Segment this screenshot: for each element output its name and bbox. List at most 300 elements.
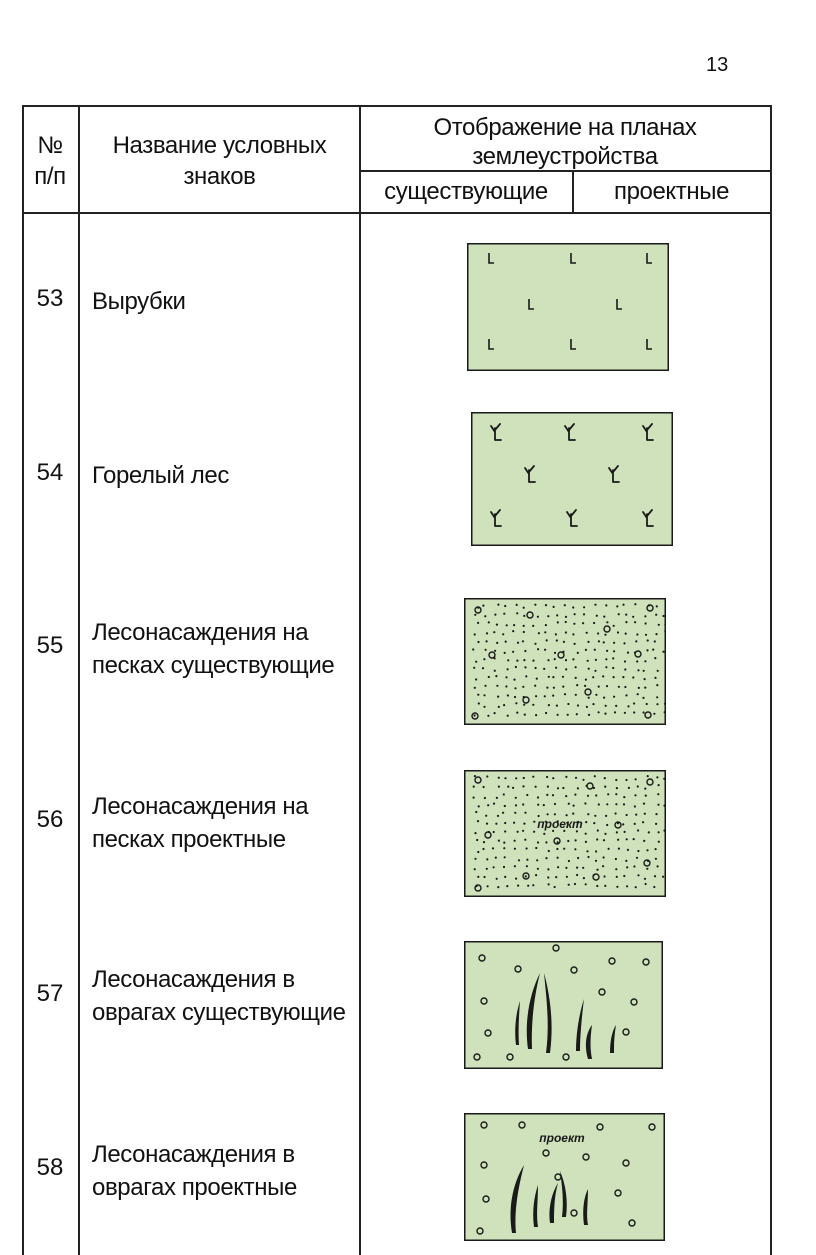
sand-dot — [595, 860, 597, 862]
sand-dot — [663, 830, 665, 832]
sand-dot — [563, 848, 565, 850]
sand-dot — [595, 659, 597, 661]
sand-dot — [632, 676, 634, 678]
sand-dot — [606, 824, 608, 826]
sand-dot — [615, 705, 617, 707]
sand-dot — [516, 712, 518, 714]
sand-dot — [543, 804, 545, 806]
sand-dot — [473, 667, 475, 669]
sand-dot — [564, 604, 566, 606]
sand-dot — [605, 666, 607, 668]
sand-dot — [577, 787, 579, 789]
sand-dot — [608, 848, 610, 850]
sand-dot — [634, 823, 636, 825]
sand-dot — [655, 848, 657, 850]
sand-dot — [643, 711, 645, 713]
sand-dot — [553, 687, 555, 689]
sand-dot — [635, 778, 637, 780]
sand-dot — [475, 811, 477, 813]
sand-dot — [612, 667, 614, 669]
sand-dot — [527, 885, 529, 887]
column-divider-2 — [359, 105, 361, 1255]
sand-dot — [534, 643, 536, 645]
sand-dots-project-icon — [464, 770, 666, 897]
sand-dot — [496, 642, 498, 644]
sand-dot — [496, 878, 498, 880]
sand-dot — [482, 667, 484, 669]
sand-dot — [645, 795, 647, 797]
sand-dot — [605, 815, 607, 817]
sand-dot — [516, 604, 518, 606]
sand-dot — [637, 850, 639, 852]
sand-dot — [588, 668, 590, 670]
sand-dot — [483, 706, 485, 708]
sand-dot — [497, 815, 499, 817]
sand-dot — [662, 615, 664, 617]
header-display-line1: Отображение на планах — [433, 114, 697, 141]
sand-dot — [577, 652, 579, 654]
row-name-line1: Лесонасаждения в — [92, 1141, 295, 1168]
sand-dot — [535, 714, 537, 716]
sand-dot — [604, 777, 606, 779]
sand-dot — [623, 796, 625, 798]
sand-dot — [544, 649, 546, 651]
sand-dot — [545, 712, 547, 714]
sand-dot — [562, 686, 564, 688]
sand-dot — [604, 786, 606, 788]
sand-dot — [504, 822, 506, 824]
sand-dot — [603, 697, 605, 699]
sand-dot — [498, 840, 500, 842]
sand-dot — [632, 616, 634, 618]
sand-dot — [568, 803, 570, 805]
sand-dot — [614, 711, 616, 713]
sand-dot — [575, 694, 577, 696]
sand-dot — [523, 659, 525, 661]
sand-dot — [658, 624, 660, 626]
sand-dot — [494, 650, 496, 652]
sand-dot — [605, 705, 607, 707]
sand-dot — [575, 666, 577, 668]
sand-dot — [547, 615, 549, 617]
sand-dot — [644, 813, 646, 815]
sand-dot — [566, 814, 568, 816]
sand-dot — [624, 831, 626, 833]
sand-dot — [656, 696, 658, 698]
sand-dot — [615, 812, 617, 814]
sand-dot — [554, 813, 556, 815]
sand-dot — [595, 850, 597, 852]
header-name-line1: Название условных — [112, 132, 327, 159]
clearing-mark-icon — [467, 243, 669, 371]
sand-dot — [648, 831, 650, 833]
sand-dot — [585, 821, 587, 823]
sand-dot — [476, 839, 478, 841]
sand-dot — [478, 805, 480, 807]
sand-dot — [606, 650, 608, 652]
sand-dot — [584, 802, 586, 804]
sand-dot — [565, 795, 567, 797]
sand-dot — [564, 693, 566, 695]
sand-dot — [537, 804, 539, 806]
sand-dot — [523, 607, 525, 609]
sand-dot — [618, 686, 620, 688]
sand-dot — [663, 805, 665, 807]
sand-dot — [475, 678, 477, 680]
sand-dot — [606, 621, 608, 623]
sand-dot — [574, 643, 576, 645]
sand-dot — [544, 631, 546, 633]
sand-dot — [617, 631, 619, 633]
sand-dot — [646, 849, 648, 851]
sand-dot — [657, 793, 659, 795]
sand-dot — [507, 659, 509, 661]
sand-dot — [597, 632, 599, 634]
sand-dot — [623, 803, 625, 805]
sand-dot — [646, 703, 648, 705]
sand-dot — [498, 777, 500, 779]
sand-dot — [483, 694, 485, 696]
sand-dot — [585, 649, 587, 651]
sand-dot — [663, 778, 665, 780]
project-marker: проект — [537, 817, 583, 831]
sand-dot — [613, 642, 615, 644]
sand-dot — [543, 668, 545, 670]
sand-dot — [616, 831, 618, 833]
sand-dot — [622, 823, 624, 825]
sand-dot — [587, 641, 589, 643]
sand-dot — [503, 847, 505, 849]
sand-dot — [574, 883, 576, 885]
sand-dot — [655, 813, 657, 815]
sand-dot — [644, 788, 646, 790]
sand-dot — [485, 649, 487, 651]
sand-dot — [497, 886, 499, 888]
sand-dot — [547, 813, 549, 815]
sand-dot — [474, 858, 476, 860]
sand-dot — [477, 622, 479, 624]
sand-dot — [507, 668, 509, 670]
sand-dot — [548, 676, 550, 678]
sand-dot — [504, 876, 506, 878]
sand-dot — [643, 670, 645, 672]
sand-dot — [502, 812, 504, 814]
sand-dot — [494, 614, 496, 616]
burnt-tree-icon — [471, 412, 673, 546]
sand-dot — [625, 779, 627, 781]
sand-dot — [653, 713, 655, 715]
sand-dot — [536, 678, 538, 680]
sand-dot — [522, 640, 524, 642]
sand-dot — [496, 797, 498, 799]
sand-dot — [495, 857, 497, 859]
sand-dot — [497, 696, 499, 698]
sand-dot — [598, 803, 600, 805]
sand-dot — [587, 813, 589, 815]
sand-dot — [515, 777, 517, 779]
sand-dot — [524, 812, 526, 814]
sand-dot — [498, 706, 500, 708]
sand-dot — [633, 702, 635, 704]
sand-dot — [554, 652, 556, 654]
sand-dot — [586, 850, 588, 852]
sand-dot — [543, 833, 545, 835]
sand-dot — [576, 874, 578, 876]
sand-dot — [504, 605, 506, 607]
sand-dot — [585, 679, 587, 681]
sand-dot — [586, 632, 588, 634]
sand-dot — [493, 866, 495, 868]
sand-dot — [573, 805, 575, 807]
sand-dot — [594, 670, 596, 672]
sand-dot — [504, 830, 506, 832]
sand-dot — [474, 687, 476, 689]
ravine-strokes-project-icon — [464, 1113, 665, 1241]
sand-dot — [562, 676, 564, 678]
sand-dot — [577, 857, 579, 859]
sand-dot — [653, 886, 655, 888]
sand-dot — [656, 776, 658, 778]
sand-dot — [644, 678, 646, 680]
sand-dot — [575, 839, 577, 841]
sand-dot — [474, 633, 476, 635]
sand-dot — [654, 677, 656, 679]
sand-dot — [626, 814, 628, 816]
sand-dot — [637, 785, 639, 787]
sand-dot — [504, 856, 506, 858]
sand-dot — [512, 651, 514, 653]
sand-dot — [603, 875, 605, 877]
sand-dot — [496, 685, 498, 687]
sand-dot — [626, 885, 628, 887]
sand-dot — [664, 703, 666, 705]
sand-dot — [556, 848, 558, 850]
sand-dot — [572, 813, 574, 815]
row-name-line1: Лесонасаждения на — [92, 793, 309, 820]
column-divider-1 — [78, 105, 80, 1255]
sand-dot — [556, 614, 558, 616]
sand-dot — [518, 859, 520, 861]
sand-dot — [523, 631, 525, 633]
sand-dot — [658, 784, 660, 786]
sand-dot — [574, 613, 576, 615]
sand-dot — [637, 693, 639, 695]
sand-dot — [557, 857, 559, 859]
sand-dot — [486, 775, 488, 777]
sand-dot — [592, 676, 594, 678]
sand-dot — [532, 660, 534, 662]
sand-dot — [532, 625, 534, 627]
sand-dot — [654, 875, 656, 877]
sand-dot — [516, 612, 518, 614]
sand-dot — [526, 794, 528, 796]
sand-dot — [504, 652, 506, 654]
sand-dot — [474, 775, 476, 777]
header-name-line2: знаков — [183, 163, 256, 190]
sand-dot — [568, 860, 570, 862]
sand-dot — [576, 684, 578, 686]
sand-dot — [552, 695, 554, 697]
sand-dot — [642, 821, 644, 823]
sand-dot — [624, 668, 626, 670]
sand-dot — [535, 786, 537, 788]
sand-dot — [602, 675, 604, 677]
sand-dot — [523, 704, 525, 706]
sand-dot — [567, 714, 569, 716]
sand-dot — [618, 848, 620, 850]
sand-dot — [487, 715, 489, 717]
sand-dot — [604, 885, 606, 887]
header-number-line1: № — [37, 132, 63, 159]
sand-dot — [623, 642, 625, 644]
sand-dot — [514, 848, 516, 850]
sand-dot — [643, 803, 645, 805]
sand-dot — [572, 633, 574, 635]
sand-dot — [524, 650, 526, 652]
sand-dot — [514, 687, 516, 689]
row-name: Вырубки — [92, 288, 186, 315]
sand-dot — [622, 604, 624, 606]
sand-dot — [656, 684, 658, 686]
sand-dot — [655, 858, 657, 860]
sand-dot — [635, 814, 637, 816]
sand-dot — [603, 616, 605, 618]
sand-dot — [533, 821, 535, 823]
sand-dot — [504, 805, 506, 807]
sand-dot — [535, 695, 537, 697]
sand-dot — [587, 856, 589, 858]
sand-dot — [605, 658, 607, 660]
sand-dot — [594, 775, 596, 777]
sand-dot — [506, 885, 508, 887]
sand-dot — [662, 651, 664, 653]
sand-dot — [625, 860, 627, 862]
sand-dot — [477, 641, 479, 643]
sand-dot — [503, 704, 505, 706]
sand-dot — [537, 796, 539, 798]
sand-dot — [503, 866, 505, 868]
sand-dot — [584, 685, 586, 687]
sand-dot — [556, 705, 558, 707]
row-number: 56 — [36, 806, 64, 833]
sand-dot — [626, 866, 628, 868]
sand-dot — [544, 695, 546, 697]
sand-dot — [583, 606, 585, 608]
sand-dot — [474, 614, 476, 616]
sand-dot — [658, 841, 660, 843]
sand-dot — [565, 621, 567, 623]
sand-dot — [536, 859, 538, 861]
sand-dot — [504, 777, 506, 779]
sand-dot — [472, 648, 474, 650]
sand-dot — [537, 868, 539, 870]
sand-dot — [473, 797, 475, 799]
sand-dot — [548, 704, 550, 706]
ravine-strokes-icon — [464, 941, 663, 1069]
sand-dot — [625, 633, 627, 635]
sand-dot — [552, 676, 554, 678]
sand-dot — [626, 838, 628, 840]
sand-dot — [534, 604, 536, 606]
sand-dot — [598, 711, 600, 713]
sand-dot — [512, 787, 514, 789]
sand-dot — [606, 803, 608, 805]
sand-dot — [575, 677, 577, 679]
sand-dot — [588, 697, 590, 699]
sand-dot — [547, 868, 549, 870]
sand-dot — [537, 648, 539, 650]
sand-dot — [598, 640, 600, 642]
sand-dot — [537, 616, 539, 618]
sand-dot — [615, 793, 617, 795]
sand-dot — [486, 868, 488, 870]
sand-dot — [594, 649, 596, 651]
sand-dot — [503, 842, 505, 844]
sand-dot — [592, 703, 594, 705]
sand-dot — [563, 641, 565, 643]
sand-dot — [627, 705, 629, 707]
sand-dot — [522, 830, 524, 832]
sand-dot — [616, 787, 618, 789]
sand-dot — [494, 670, 496, 672]
sand-dots-icon — [464, 598, 666, 725]
sand-dot — [577, 704, 579, 706]
sand-dot — [644, 878, 646, 880]
sand-dot — [594, 815, 596, 817]
sand-dot — [636, 660, 638, 662]
sand-dot — [655, 633, 657, 635]
sand-dot — [495, 675, 497, 677]
sand-dot — [643, 840, 645, 842]
sand-dot — [505, 685, 507, 687]
sand-dot — [555, 667, 557, 669]
sand-dot — [566, 876, 568, 878]
sand-dot — [625, 694, 627, 696]
sand-dot — [644, 660, 646, 662]
sand-dot — [596, 869, 598, 871]
sand-dot — [606, 685, 608, 687]
sand-dot — [615, 779, 617, 781]
sand-dot — [658, 831, 660, 833]
sand-dot — [627, 652, 629, 654]
sand-dot — [634, 603, 636, 605]
sand-dot — [565, 631, 567, 633]
sand-dot — [623, 875, 625, 877]
sand-dot — [556, 639, 558, 641]
sand-dot — [515, 804, 517, 806]
sand-dot — [647, 775, 649, 777]
sand-dot — [644, 687, 646, 689]
sand-dot — [532, 704, 534, 706]
sand-dot — [515, 797, 517, 799]
sand-dot — [634, 621, 636, 623]
sand-dot — [498, 786, 500, 788]
sand-dot — [487, 804, 489, 806]
sand-dot — [573, 623, 575, 625]
sand-dot — [524, 666, 526, 668]
sand-dot — [523, 823, 525, 825]
sand-dot — [546, 776, 548, 778]
sand-dot — [552, 794, 554, 796]
sand-dot — [657, 865, 659, 867]
sand-dot — [645, 622, 647, 624]
sand-dot — [488, 621, 490, 623]
sand-dot — [497, 604, 499, 606]
sand-dot — [477, 851, 479, 853]
sand-dot — [615, 858, 617, 860]
sand-dot — [537, 841, 539, 843]
sand-dot — [574, 794, 576, 796]
